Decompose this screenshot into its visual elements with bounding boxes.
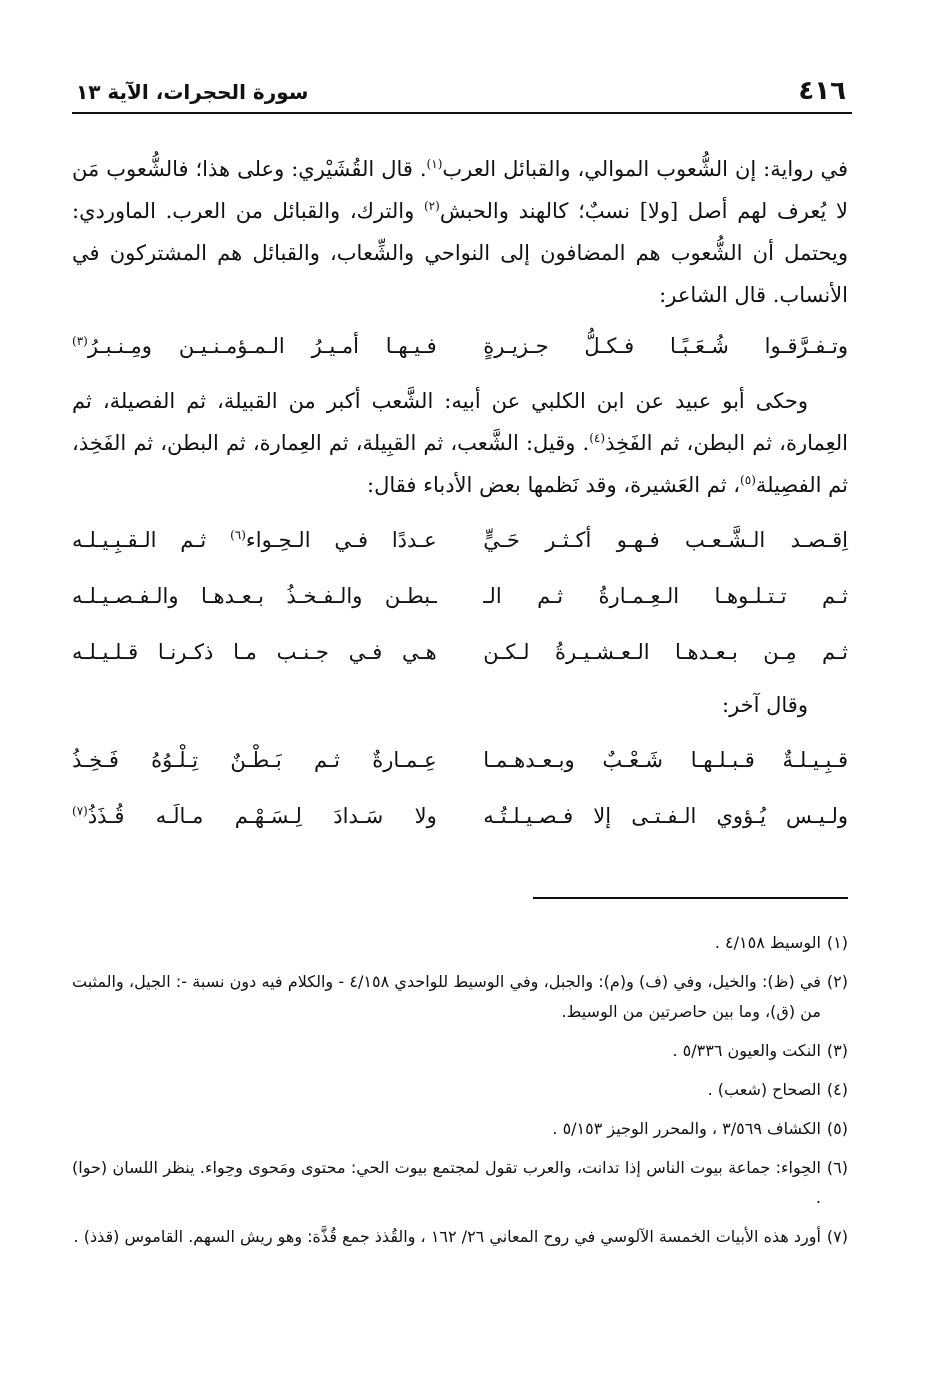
footnote-divider [533,897,848,899]
poem-hemistich-right: ثـم مِـن بـعـدهـا الـعـشـيـرةُ لـكـن [483,640,848,664]
poem-1 [72,512,848,680]
poem-line [72,788,848,844]
poem-hemistich-left: هـي فـي جـنـب مـا ذكـرنـا قـلـيـلـه [72,640,437,664]
poem-line [72,624,848,680]
footnote-7: (٧) أورد هذه الأبيات الخمسة الآلوسي في روح المعاني ٢٦/ ١٦٢ ، والقُذذ جمع قُذَّة: وهو ريش السهم. القاموس (قذذ) . [73,1227,848,1246]
page-number: ٤١٦ [798,76,846,106]
poem-2 [72,732,848,844]
poem-line [72,732,848,788]
poem-hemistich-left: ولا سَـدادَ لِـسَـهْـم مـالَـه قُـذَذُ$^{(٧)}$ [72,804,437,828]
poem-hemistich-right: ثـم تـتـلـوهـا الـعِـمـارةُ ثـم الـ [483,584,848,608]
footnote-4: (٤) الصحاح (شعب) . [707,1080,848,1099]
footnote-ref-4: (٤) [589,431,606,445]
another-said: وقال آخر: [722,693,808,717]
poem-hemistich-left: عِـمـارةٌ ثـم بَـطْـنٌ تِـلْـوُهُ فَـخِـذُ [72,748,437,772]
footnote-ref-1: (١) [426,157,443,171]
page-header [72,72,852,114]
footnote-ref-7: (٧) [72,804,88,818]
footnote-ref-2: (٢) [423,199,440,213]
verse-hemistich-right: وتـفـرَّقـوا شُـعَـبًـا فـكـلُّ جـزيـرةٍ [483,334,848,358]
poem-hemistich-right: اِقـصـد الـشَّـعـب فـهـو أكـثـر حَـيٍّ [483,528,848,552]
footnote-ref-6: (٦) [230,528,246,542]
poem-hemistich-left: ـبطـن والـفـخـذُ بـعـدهـا والـفـصـيـلـه [72,584,437,608]
footnote-ref-5: (٥) [740,473,756,487]
footnote-6: (٦) الحِواء: جماعة بيوت الناس إذا تدانت، والعرب تقول لمجتمع بيوت الحي: محتوى ومَحوى وحِواء. ينظر اللسان (حوا) . [72,1158,848,1207]
poem-hemistich-left: عـددًا فـي الـحِـواء$^{(٦)}$ ثـم الـقـبِـيـلـه [72,528,437,552]
paragraph-1: في رواية: إن الشُّعوب الموالي، والقبائل العرب$^{(١)}$. قال القُشَيْري: وعلى هذا؛ فالشُّعوب مَن لا يُعرف لهم أصل [ولا] نسبٌ؛ كالهند والحبش$^{(٢)}$ والترك، والقبائل من العرب. الماوردي: ويحتمل أن الشُّعوب هم المضافون إلى النواحي والشِّعاب، والقبائل هم المشتركون في الأنساب. قال الشاعر: [72,157,848,307]
running-title: سورة الحجرات، الآية ١٣ [76,80,309,104]
verse-hemistich-left: فـيـهـا أمـيـرُ الـمـؤمـنـيـن ومِـنـبـرُ$^{(٣)}$ [72,334,437,358]
footnote-ref-3: (٣) [72,334,88,348]
footnotes [72,928,848,1261]
poem-hemistich-right: ولـيـس يُـؤوي الـفـتـى إلا فـصـيـلـتُـه [483,804,848,828]
verse-line [72,318,848,374]
footnote-3: (٣) النكت والعيون ٥/٣٣٦ . [672,1041,848,1060]
main-text [72,148,848,848]
footnote-5: (٥) الكشاف ٣/٥٦٩ ، والمحرر الوجيز ٥/١٥٣ . [552,1119,848,1138]
footnote-2: (٢) في (ظ): والخيل، وفي (ف) و(م): والجبل، وفي الوسيط للواحدي ٤/١٥٨ - والكلام فيه دون نسبة -: الجيل، والمثبت من (ق)، وما بين حاصرتين من الوسيط. [72,972,848,1021]
poem-line [72,512,848,568]
poem-line [72,568,848,624]
footnote-1: (١) الوسيط ٤/١٥٨ . [714,933,848,952]
poem-hemistich-right: قـبِـيـلـةٌ قـبـلـهـا شَـعْـبٌ وبـعـدهـمـا [483,748,848,772]
paragraph-2: وحكى أبو عبيد عن ابن الكلبي عن أبيه: الشَّعب أكبر من القبيلة، ثم الفصيلة، ثم العِمارة، ثم البطن، ثم الفَخِذ$^{(٤)}$. وقيل: الشَّعب، ثم القبِيلة، ثم العِمارة، ثم البطن، ثم الفَخِذ، ثم الفصِيلة$^{(٥)}$، ثم العَشيرة، وقد نَظمها بعض الأدباء فقال: [72,389,848,497]
